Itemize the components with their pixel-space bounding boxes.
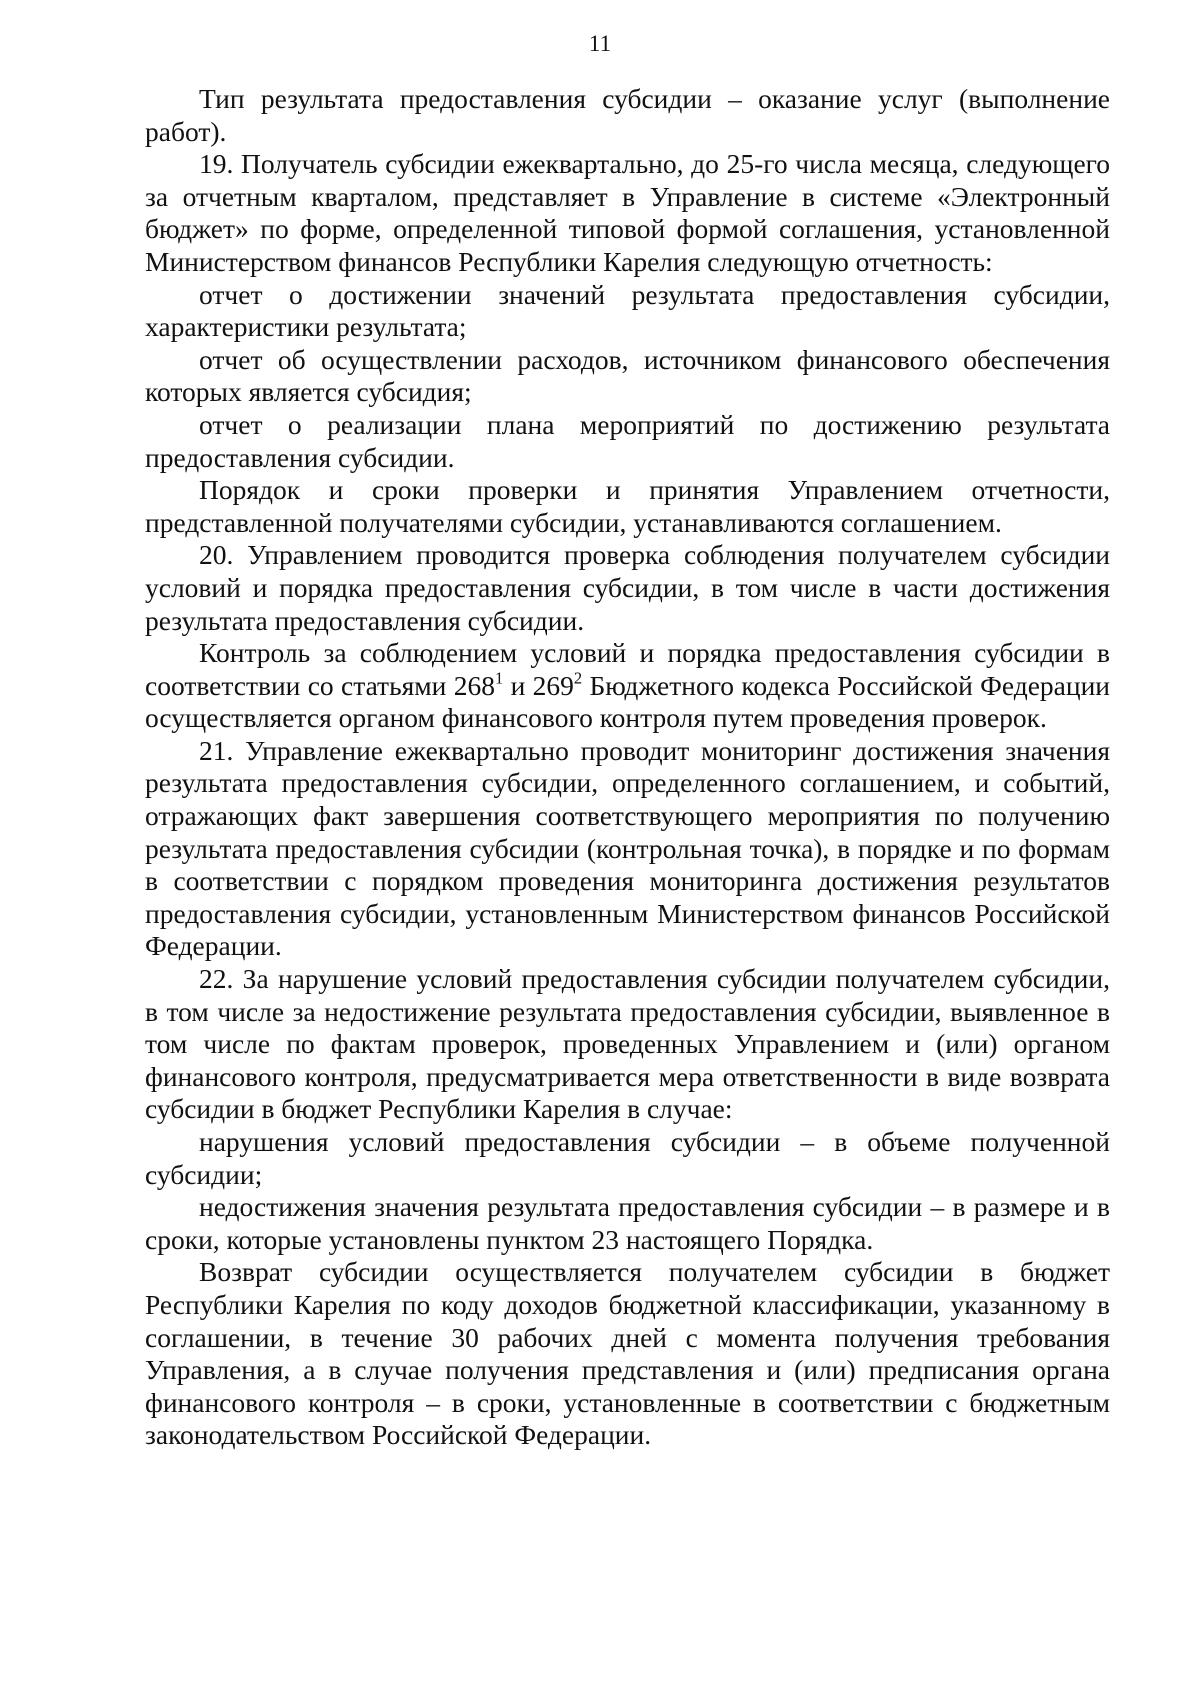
paragraph-19: 19. Получатель субсидии ежеквартально, до 25-го числа месяца, следующего за отчетным кварталом, представляет в Управление в системе «Электронный бюджет» по форме, определенной типовой формой соглашения, установленной Министерством финансов Республики Карелия следующую отчетность: bbox=[145, 148, 1110, 277]
paragraph-control bbox=[145, 637, 1110, 735]
control-superscript-2: 2 bbox=[573, 668, 583, 688]
page-number: 11 bbox=[588, 31, 612, 56]
paragraph-report-results: отчет о достижении значений результата предоставления субсидии, характеристики результата; bbox=[145, 278, 1110, 343]
document-body bbox=[145, 83, 1110, 1452]
paragraph-report-expenses: отчет об осуществлении расходов, источником финансового обеспечения которых является субсидия; bbox=[145, 343, 1110, 408]
paragraph-underachievement: недостижения значения результата предоставления субсидии – в размере и в сроки, которые установлены пунктом 23 настоящего Порядка. bbox=[145, 1191, 1110, 1255]
paragraph-result-type: Тип результата предоставления субсидии – оказание услуг (выполнение работ). bbox=[145, 83, 1110, 147]
paragraph-report-plan: отчет о реализации плана мероприятий по достижению результата предоставления субсидии. bbox=[145, 408, 1110, 473]
control-text-part1: Контроль за соблюдением условий и порядка предоставления субсидии в соответствии со статьями 268 bbox=[145, 637, 1110, 701]
paragraph-violation-conditions: нарушения условий предоставления субсидии – в объеме полученной субсидии; bbox=[145, 1126, 1110, 1190]
paragraph-20: 20. Управлением проводится проверка соблюдения получателем субсидии условий и порядка предоставления субсидии, в том числе в части достижения результата предоставления субсидии. bbox=[145, 539, 1110, 636]
control-text-part2: и 269 bbox=[503, 669, 574, 701]
paragraph-refund: Возврат субсидии осуществляется получателем субсидии в бюджет Республики Карелия по коду доходов бюджетной классификации, указанному в соглашении, в течение 30 рабочих дней с момента получения требования Управления, а в случае получения представления и (или) предписания органа финансового контроля – в сроки, установленные в соответствии с бюджетным законодательством Российской Федерации. bbox=[145, 1256, 1110, 1451]
control-text-part3: Бюджетного кодекса Российской Федерации осуществляется органом финансового контроля путем проведения проверок. bbox=[145, 669, 1111, 734]
control-superscript-1: 1 bbox=[494, 668, 504, 688]
paragraph-22: 22. За нарушение условий предоставления субсидии получателем субсидии, в том числе за недостижение результата предоставления субсидии, выявленное в том числе по фактам проверок, проведенных Управлением и (или) органом финансового контроля, предусматривается мера ответственности в виде возврата субсидии в бюджет Республики Карелия в случае: bbox=[145, 963, 1110, 1125]
paragraph-21: 21. Управление ежеквартально проводит мониторинг достижения значения результата предоставления субсидии, определенного соглашением, и событий, отражающих факт завершения соответствующего мероприятия по получению результата предоставления субсидии (контрольная точка), в порядке и по формам в соответствии с порядком проведения мониторинга достижения результатов предоставления субсидии, установленным Министерством финансов Российской Федерации. bbox=[145, 734, 1110, 962]
paragraph-verification-order: Порядок и сроки проверки и принятия Управлением отчетности, представленной получателями субсидии, устанавливаются соглашением. bbox=[145, 474, 1110, 538]
